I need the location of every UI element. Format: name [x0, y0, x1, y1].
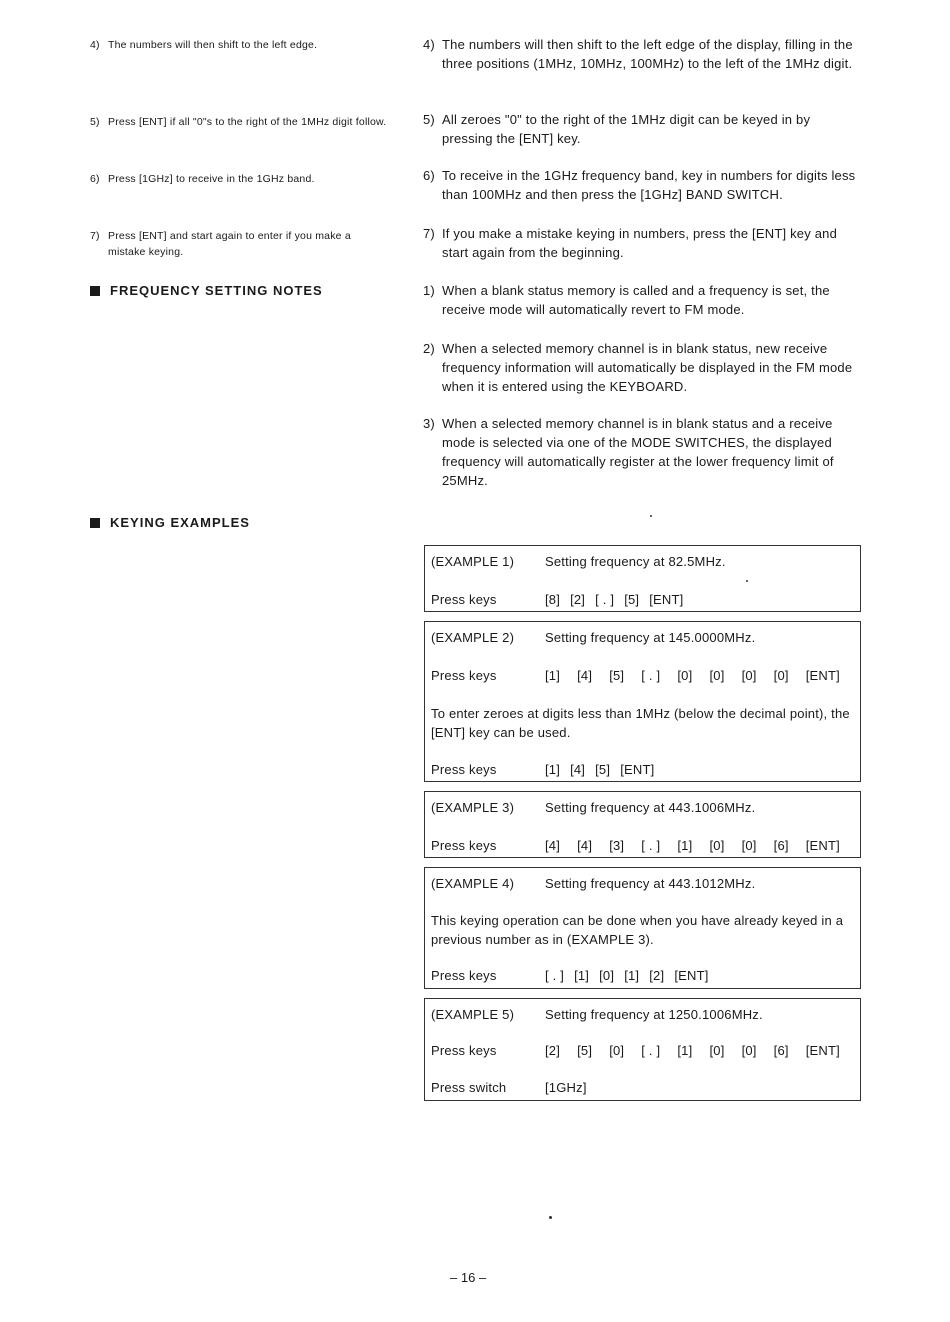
key: [ . ]: [641, 1043, 661, 1058]
key: [1]: [677, 1043, 693, 1058]
key: [ENT]: [649, 592, 684, 607]
key: [1]: [545, 762, 561, 777]
square-bullet-icon: [90, 286, 100, 296]
left-note-text: The numbers will then shift to the left edge.: [108, 39, 318, 51]
key: [5]: [609, 668, 625, 683]
note-text: When a blank status memory is called and a frequency is set, the receive mode will automatically revert to FM mode.: [442, 283, 830, 317]
note-item: [423, 414, 863, 490]
example-label: (EXAMPLE 2): [431, 630, 515, 645]
key: [0]: [609, 1043, 625, 1058]
key: [ . ]: [595, 592, 615, 607]
key: [ENT]: [674, 968, 709, 983]
key: [ENT]: [805, 838, 840, 853]
step-text: All zeroes "0" to the right of the 1MHz digit can be keyed in by pressing the [ENT] key.: [442, 112, 811, 146]
note-number: 2): [423, 341, 435, 356]
key: [ . ]: [641, 838, 661, 853]
step-number: 7): [423, 226, 435, 241]
key: [1]: [624, 968, 640, 983]
key: [ENT]: [805, 668, 840, 683]
key: [1]: [574, 968, 590, 983]
example-title-line: [431, 628, 854, 647]
key: [0]: [741, 668, 757, 683]
square-bullet-icon: [90, 518, 100, 528]
key-sequence: [545, 836, 854, 855]
key: [ENT]: [805, 1043, 840, 1058]
print-speck: [746, 580, 748, 582]
step-item: [423, 166, 863, 204]
key: [5]: [595, 762, 611, 777]
key-sequence: [545, 590, 854, 609]
example-note: This keying operation can be done when you have already keyed in a previous number as in (EXAMPLE 3).: [431, 913, 844, 947]
key: [4]: [545, 838, 561, 853]
example-title: Setting frequency at 1250.1006MHz.: [545, 1007, 763, 1022]
key: [4]: [570, 762, 586, 777]
key-sequence: [545, 966, 854, 985]
step-text: To receive in the 1GHz frequency band, key in numbers for digits less than 100MHz and then press the [1GHz] BAND SWITCH.: [442, 168, 856, 202]
note-item: [423, 339, 863, 396]
key: [5]: [624, 592, 640, 607]
switch-value: [1GHz]: [545, 1080, 587, 1095]
print-speck: [650, 515, 652, 517]
left-note: [90, 114, 390, 130]
press-label: Press keys: [431, 968, 497, 983]
note-text: When a selected memory channel is in blank status, new receive frequency information will automatically be displayed in the FM mode when it is entered using the KEYBOARD.: [442, 341, 853, 394]
press-label: Press keys: [431, 668, 497, 683]
key-sequence: [545, 1041, 854, 1060]
left-note: [90, 37, 390, 53]
press-keys-line: [431, 836, 854, 855]
step-text: The numbers will then shift to the left edge of the display, filling in the three positions (1MHz, 10MHz, 100MHz) to the left of the 1MHz digit.: [442, 37, 853, 71]
example-label: (EXAMPLE 5): [431, 1007, 515, 1022]
press-label: Press keys: [431, 592, 497, 607]
example-note: To enter zeroes at digits less than 1MHz (below the decimal point), the [ENT] key can be used.: [431, 706, 850, 740]
example-title-line: [431, 552, 854, 571]
note-number: 3): [423, 416, 435, 431]
key: [0]: [599, 968, 615, 983]
key-sequence: [545, 760, 854, 779]
left-note-number: 6): [90, 173, 100, 185]
frequency-notes-heading: [90, 283, 323, 298]
example-title: Setting frequency at 443.1012MHz.: [545, 876, 756, 891]
press-label: Press keys: [431, 838, 497, 853]
heading-text: KEYING EXAMPLES: [110, 515, 250, 530]
left-note: [90, 228, 390, 260]
step-number: 4): [423, 37, 435, 52]
example-box: [424, 791, 861, 858]
key: [5]: [577, 1043, 593, 1058]
example-box: [424, 998, 861, 1101]
left-note-text: Press [1GHz] to receive in the 1GHz band.: [108, 173, 315, 185]
press-keys-line: [431, 666, 854, 685]
example-title-line: [431, 798, 854, 817]
press-keys-line: [431, 966, 854, 985]
key: [1]: [545, 668, 561, 683]
key: [ENT]: [620, 762, 655, 777]
press-keys-line: [431, 1041, 854, 1060]
heading-text: FREQUENCY SETTING NOTES: [110, 283, 323, 298]
key: [0]: [741, 1043, 757, 1058]
key: [ . ]: [545, 968, 565, 983]
key: [0]: [709, 1043, 725, 1058]
print-speck: [549, 1216, 552, 1219]
key: [2]: [649, 968, 665, 983]
left-note-text: Press [ENT] if all "0"s to the right of the 1MHz digit follow.: [108, 116, 387, 128]
example-title: Setting frequency at 443.1006MHz.: [545, 800, 756, 815]
step-item: [423, 35, 863, 73]
press-keys-line: [431, 760, 854, 779]
left-note-number: 5): [90, 116, 100, 128]
key: [6]: [773, 1043, 789, 1058]
left-note-text: Press [ENT] and start again to enter if you make a mistake keying.: [108, 230, 351, 258]
example-title: Setting frequency at 145.0000MHz.: [545, 630, 756, 645]
key: [2]: [545, 1043, 561, 1058]
example-label: (EXAMPLE 1): [431, 554, 515, 569]
step-item: [423, 110, 863, 148]
press-label: Press switch: [431, 1080, 507, 1095]
step-text: If you make a mistake keying in numbers, press the [ENT] key and start again from the beginning.: [442, 226, 838, 260]
key: [3]: [609, 838, 625, 853]
example-label: (EXAMPLE 3): [431, 800, 515, 815]
step-item: [423, 224, 863, 262]
key: [8]: [545, 592, 561, 607]
example-title-line: [431, 1005, 854, 1024]
key: [4]: [577, 668, 593, 683]
key: [2]: [570, 592, 586, 607]
key: [0]: [773, 668, 789, 683]
left-note-number: 7): [90, 230, 100, 242]
key: [4]: [577, 838, 593, 853]
keying-examples-heading: [90, 515, 250, 530]
step-number: 6): [423, 168, 435, 183]
step-number: 5): [423, 112, 435, 127]
example-title: Setting frequency at 82.5MHz.: [545, 554, 726, 569]
key: [0]: [709, 838, 725, 853]
left-note: [90, 171, 390, 187]
note-text: When a selected memory channel is in blank status and a receive mode is selected via one of the MODE SWITCHES, the displayed frequency will automatically register at the lower frequency limit of 25MHz.: [442, 416, 834, 488]
example-box: [424, 621, 861, 782]
key: [ . ]: [641, 668, 661, 683]
left-note-number: 4): [90, 39, 100, 51]
example-box: [424, 867, 861, 989]
example-label: (EXAMPLE 4): [431, 876, 515, 891]
key: [0]: [741, 838, 757, 853]
note-number: 1): [423, 283, 435, 298]
key: [0]: [677, 668, 693, 683]
example-box: [424, 545, 861, 612]
page-number: – 16 –: [450, 1270, 487, 1285]
key: [1]: [677, 838, 693, 853]
example-title-line: [431, 874, 854, 893]
note-item: [423, 281, 863, 319]
press-switch-line: [431, 1078, 854, 1097]
key-sequence: [545, 666, 854, 685]
press-keys-line: [431, 590, 854, 609]
key: [6]: [773, 838, 789, 853]
key: [0]: [709, 668, 725, 683]
press-label: Press keys: [431, 1043, 497, 1058]
press-label: Press keys: [431, 762, 497, 777]
